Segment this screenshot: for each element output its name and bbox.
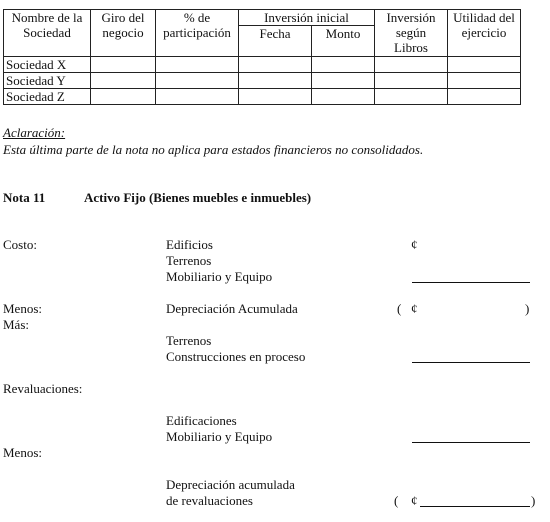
nota-title: Activo Fijo (Bienes muebles e inmuebles)	[84, 190, 312, 205]
costo-item: Mobiliario y Equipo	[166, 269, 273, 284]
table-row	[4, 89, 521, 105]
depreciacion-rev-line	[420, 506, 530, 507]
depreciacion-rev-item: de revaluaciones	[166, 493, 253, 508]
costo-label: Costo:	[3, 237, 37, 252]
header-inversion-libros: Inversión según Libros	[375, 10, 448, 57]
mas-label: Más:	[3, 317, 29, 332]
aclaracion-body: Esta última parte de la nota no aplica para estados financieros no consolidados.	[3, 142, 424, 157]
open-paren: (	[394, 493, 399, 508]
depreciacion-currency: ¢	[411, 301, 418, 316]
depreciacion-rev-currency: ¢	[411, 493, 418, 508]
costo-total-line	[412, 282, 530, 283]
row-label: Sociedad X	[4, 57, 91, 73]
mas-total-line	[412, 362, 530, 363]
revaluaciones-total-line	[412, 442, 530, 443]
mas-item: Construcciones en proceso	[166, 349, 306, 364]
close-paren: )	[525, 301, 530, 316]
nota-number: Nota 11	[3, 190, 46, 205]
mas-item: Terrenos	[166, 333, 212, 348]
revaluaciones-label: Revaluaciones:	[3, 381, 83, 396]
sociedades-table	[3, 9, 521, 105]
depreciacion-rev-item: Depreciación acumulada	[166, 477, 295, 492]
row-label: Sociedad Y	[4, 73, 91, 89]
table-header-row	[4, 10, 521, 26]
header-participacion: % de participación	[156, 10, 239, 57]
close-paren: )	[531, 493, 536, 508]
aclaracion-title: Aclaración:	[3, 125, 66, 140]
header-fecha: Fecha	[239, 26, 312, 57]
header-monto: Monto	[312, 26, 375, 57]
header-utilidad: Utilidad del ejercicio	[448, 10, 521, 57]
revaluaciones-item: Mobiliario y Equipo	[166, 429, 273, 444]
header-nombre: Nombre de la Sociedad	[4, 10, 91, 57]
table-row	[4, 73, 521, 89]
costo-currency: ¢	[411, 237, 418, 252]
depreciacion-item: Depreciación Acumulada	[166, 301, 298, 316]
menos-label: Menos:	[3, 301, 42, 316]
revaluaciones-item: Edificaciones	[166, 413, 237, 428]
header-giro: Giro del negocio	[91, 10, 156, 57]
costo-item: Terrenos	[166, 253, 212, 268]
header-inversion-inicial: Inversión inicial	[239, 10, 375, 26]
open-paren: (	[397, 301, 402, 316]
menos-label: Menos:	[3, 445, 42, 460]
table-row	[4, 57, 521, 73]
costo-item: Edificios	[166, 237, 213, 252]
row-label: Sociedad Z	[4, 89, 91, 105]
